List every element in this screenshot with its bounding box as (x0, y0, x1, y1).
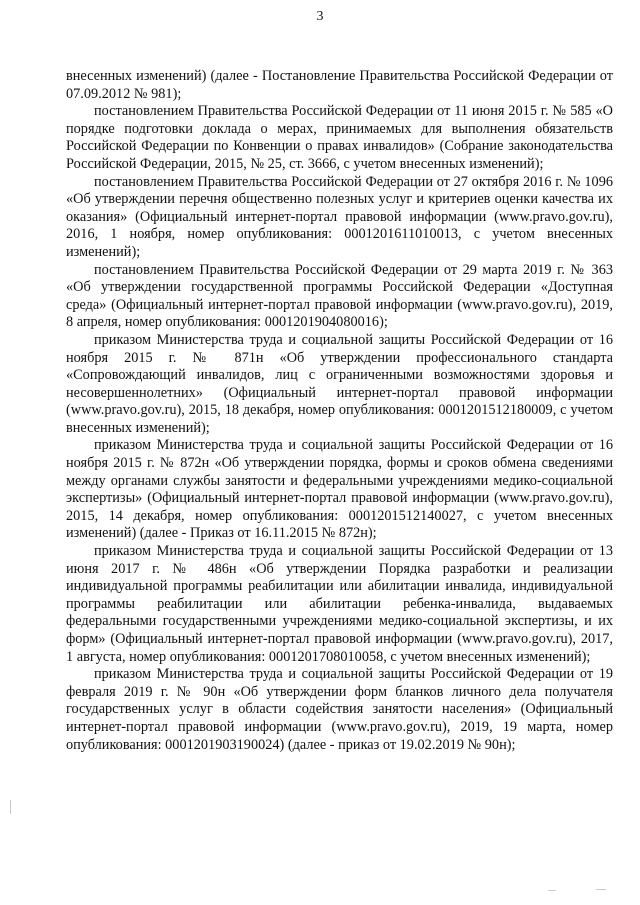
scan-artifact-left (10, 800, 11, 814)
paragraph-resolution-363: постановлением Правительства Российской Федерации от 29 марта 2019 г. № 363 «Об утверждении государственной программы Российской Федерации «Доступная среда» (Официальный интернет-портал правовой информации (www.pravo.gov.ru), 2019, 8 апреля, номер опубликования: 0001201904080016); (66, 261, 613, 331)
paragraph-order-871n: приказом Министерства труда и социальной защиты Российской Федерации от 16 ноября 2015 г. № 871н «Об утверждении профессионального стандарта «Сопровождающий инвалидов, лиц с ограниченными возможностями здоровья и несовершеннолетних» (Официальный интернет-портал правовой информации (www.pravo.gov.ru), 2015, 18 декабря, номер опубликования: 0001201512180009, с учетом внесенных изменений); (66, 331, 613, 436)
paragraph-resolution-1096: постановлением Правительства Российской Федерации от 27 октября 2016 г. № 1096 «Об утверждении перечня общественно полезных услуг и критериев оценки качества их оказания» (Официальный интернет-портал правовой информации (www.pravo.gov.ru), 2016, 1 ноября, номер опубликования: 0001201611010013, с учетом внесенных изменений); (66, 173, 613, 260)
paragraph-continuation: внесенных изменений) (далее - Постановление Правительства Российской Федерации от 07.09.2012 № 981); (66, 68, 613, 102)
paragraph-resolution-585: постановлением Правительства Российской Федерации от 11 июня 2015 г. № 585 «О порядке подготовки доклада о мерах, принимаемых для выполнения обязательств Российской Федерации по Конвенции о правах инвалидов» (Собрание законодательства Российской Федерации, 2015, № 25, ст. 3666, с учетом внесенных изменений); (66, 103, 613, 172)
paragraph-order-90n: приказом Министерства труда и социальной защиты Российской Федерации от 19 февраля 2019 г. № 90н «Об утверждении форм бланков личного дела получателя государственных услуг в области содействия занятости населения» (Официальный интернет-портал правовой информации (www.pravo.gov.ru), 2019, 19 марта, номер опубликования: 0001201903190024) (далее - приказ от 19.02.2019 № 90н); (66, 666, 613, 753)
paragraph-order-486n: приказом Министерства труда и социальной защиты Российской Федерации от 13 июня 2017 г. № 486н «Об утверждении Порядка разработки и реализации индивидуальной программы реабилитации или абилитации инвалида, индивидуальной программы реабилитации или абилитации ребенка-инвалида, выдаваемых федеральными государственными учреждениями медико-социальной экспертизы, и их форм» (Официальный интернет-портал правовой информации (www.pravo.gov.ru), 2017, 1 августа, номер опубликования: 0001201708010058, с учетом внесенных изменений); (66, 543, 613, 665)
document-body (66, 68, 613, 754)
scan-artifact-bottom-right (596, 889, 606, 890)
scan-artifact-bottom (548, 890, 556, 891)
page-number: 3 (316, 9, 324, 24)
paragraph-order-872n: приказом Министерства труда и социальной защиты Российской Федерации от 16 ноября 2015 г. № 872н «Об утверждении порядка, формы и сроков обмена сведениями между органами службы занятости и федеральными учреждениями медико-социальной экспертизы» (Официальный интернет-портал правовой информации (www.pravo.gov.ru), 2015, 14 декабря, номер опубликования: 0001201512140027, с учетом внесенных изменений) (далее - Приказ от 16.11.2015 № 872н); (66, 437, 613, 542)
